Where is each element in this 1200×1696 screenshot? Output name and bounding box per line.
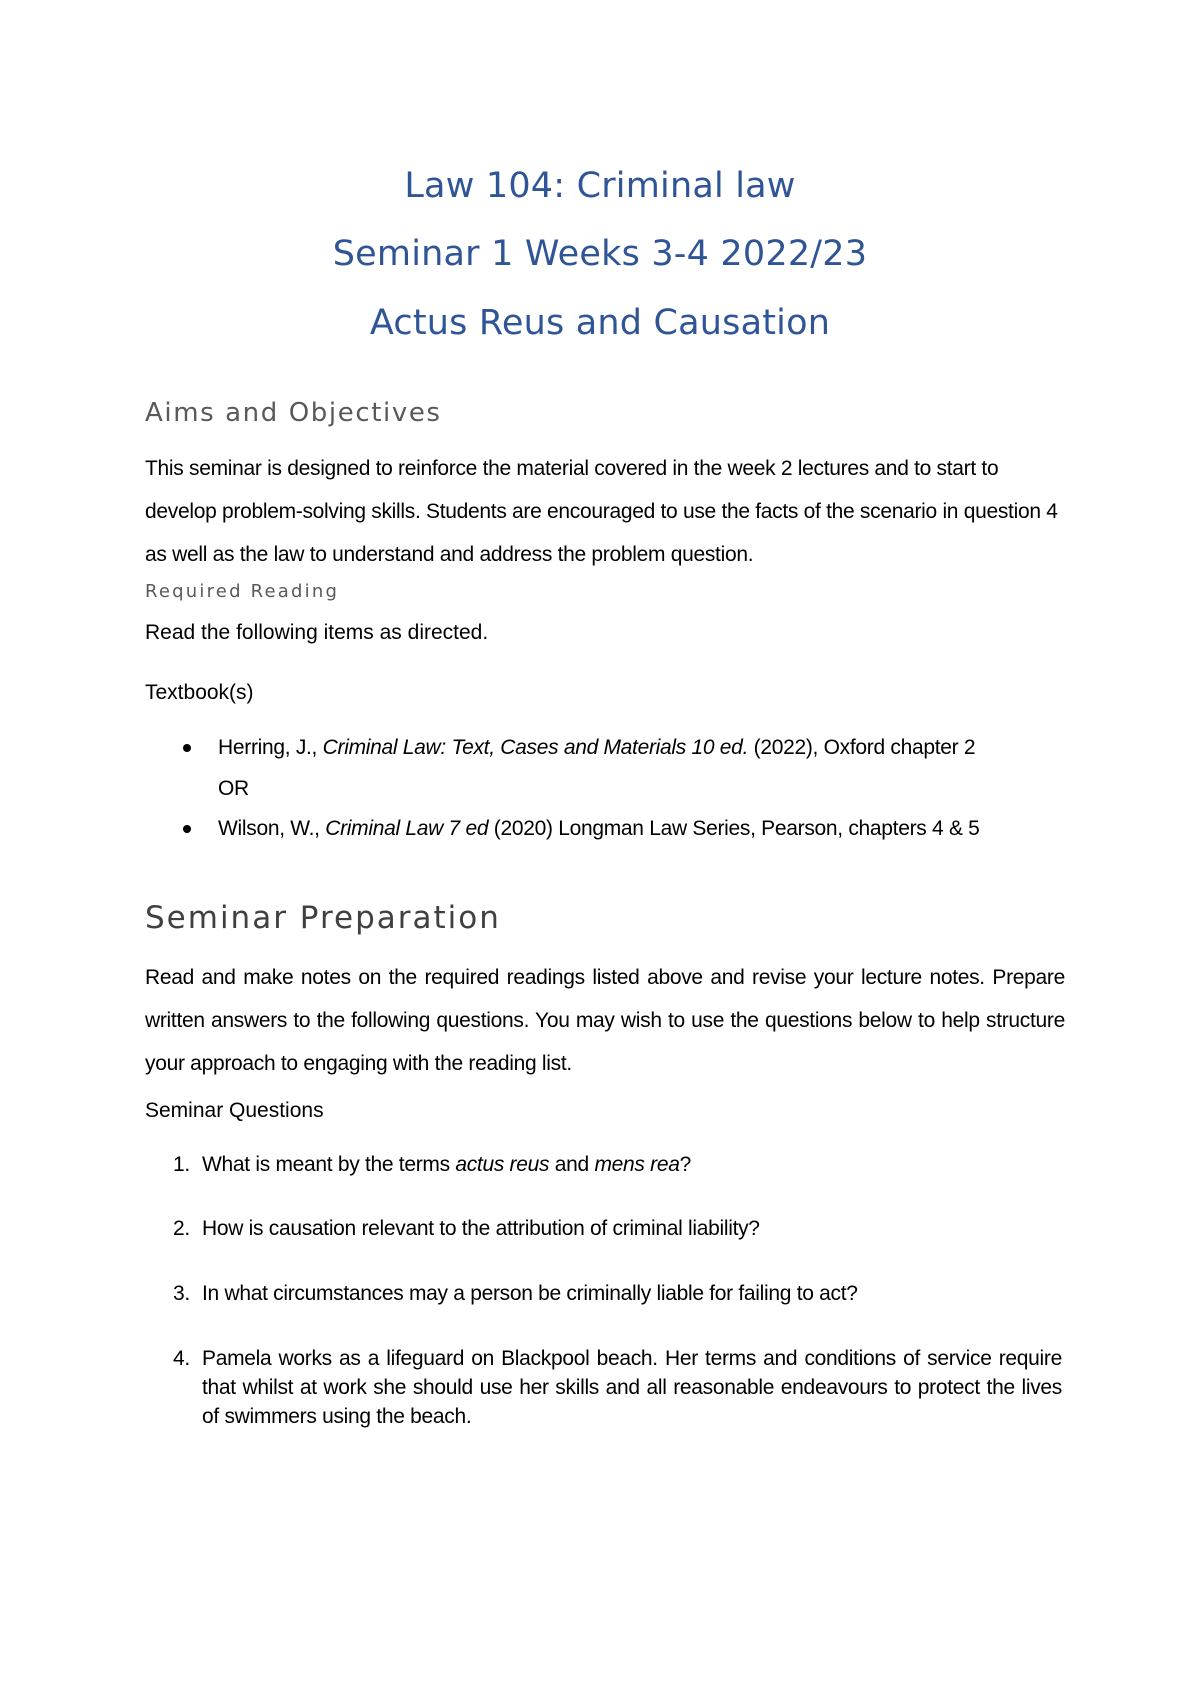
textbook-item bbox=[145, 808, 1065, 849]
question-text-part: ? bbox=[679, 1153, 691, 1176]
textbook-citation bbox=[218, 808, 1038, 849]
textbook-author: Wilson, W., bbox=[218, 817, 326, 840]
textbook-title: Criminal Law 7 ed bbox=[325, 817, 489, 840]
seminar-questions-label: Seminar Questions bbox=[145, 1099, 324, 1122]
textbooks-label: Textbook(s) bbox=[145, 681, 254, 704]
textbook-title: Criminal Law: Text, Cases and Materials 10 ed. bbox=[322, 736, 749, 759]
question-number: 3. bbox=[173, 1282, 190, 1305]
question-item bbox=[145, 1344, 1065, 1434]
topic-title: Actus Reus and Causation bbox=[369, 303, 831, 343]
term-mens-rea: mens rea bbox=[594, 1153, 680, 1176]
question-text: How is causation relevant to the attribution of criminal liability? bbox=[202, 1217, 760, 1240]
question-item bbox=[145, 1214, 1065, 1244]
question-text: Pamela works as a lifeguard on Blackpool beach. Her terms and conditions of service require that whilst at work she should use her skills and all reasonable endeavours to protect the lives of swimmers using the beach. bbox=[202, 1347, 1062, 1428]
question-item bbox=[145, 1150, 1065, 1180]
reading-intro: Read the following items as directed. bbox=[145, 621, 489, 644]
question-item bbox=[145, 1279, 1065, 1309]
question-text: In what circumstances may a person be criminally liable for failing to act? bbox=[202, 1282, 858, 1305]
textbook-author: Herring, J., bbox=[218, 736, 323, 759]
seminar-title: Seminar 1 Weeks 3-4 2022/23 bbox=[332, 234, 868, 274]
question-text-part: and bbox=[549, 1153, 595, 1176]
bullet-icon bbox=[183, 744, 191, 752]
required-reading-heading: Required Reading bbox=[145, 581, 340, 602]
bullet-icon bbox=[183, 825, 191, 833]
aims-paragraph: This seminar is designed to reinforce the material covered in the week 2 lectures and to start to develop problem-solving skills. Students are encouraged to use the facts of the scenario in question 4 as well as the law to understand and address the problem question. bbox=[145, 457, 1058, 566]
preparation-heading: Seminar Preparation bbox=[145, 900, 501, 936]
question-text bbox=[202, 1150, 1062, 1179]
textbook-or: OR bbox=[218, 777, 249, 800]
preparation-paragraph: Read and make notes on the required readings listed above and revise your lecture notes. Prepare written answers to the following questions. You may wish to use the questions below to help structure your approach to engaging with the reading list. bbox=[145, 966, 1065, 1075]
question-number: 1. bbox=[173, 1153, 190, 1176]
question-number: 2. bbox=[173, 1217, 190, 1240]
textbook-citation bbox=[218, 727, 1038, 809]
term-actus-reus: actus reus bbox=[455, 1153, 550, 1176]
textbook-details: (2022), Oxford chapter 2 bbox=[748, 736, 976, 759]
question-number: 4. bbox=[173, 1347, 190, 1370]
question-text-part: What is meant by the terms bbox=[202, 1153, 456, 1176]
course-title: Law 104: Criminal law bbox=[404, 166, 796, 206]
aims-heading: Aims and Objectives bbox=[145, 398, 442, 428]
textbook-details: (2020) Longman Law Series, Pearson, chapters 4 & 5 bbox=[488, 817, 980, 840]
textbook-item bbox=[145, 727, 1065, 809]
